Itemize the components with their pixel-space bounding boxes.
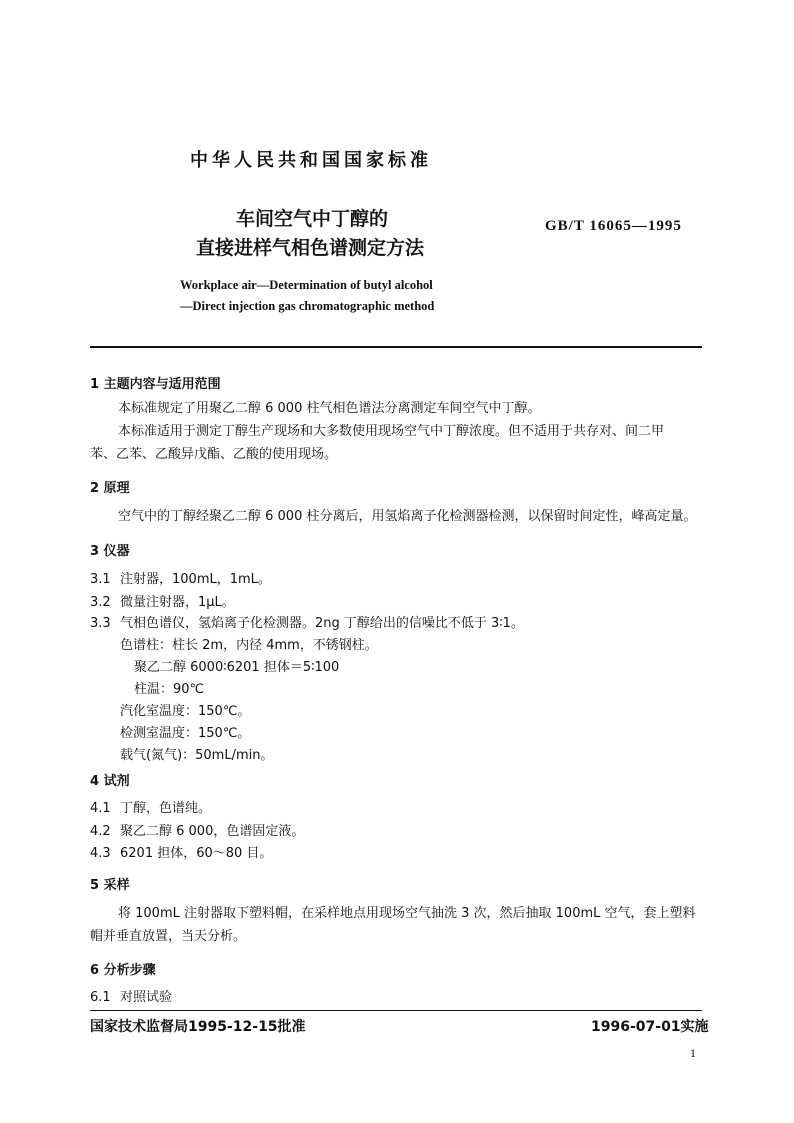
item-3-2 <box>90 591 235 614</box>
section-3-heading: 3 仪器 <box>90 544 130 559</box>
item-3-1-number: 3.1 <box>90 572 111 587</box>
section-1-para-2a: 本标准适用于测定丁醇生产现场和大多数使用现场空气中丁醇浓度。但不适用于共存对、间二甲 <box>118 424 665 439</box>
item-4-3-number: 4.3 <box>90 846 111 861</box>
section-2-heading: 2 原理 <box>90 481 130 496</box>
section-1-para-1: 本标准规定了用聚乙二醇 6 000 柱气相色谱法分离测定车间空气中丁醇。 <box>118 401 541 416</box>
item-3-3-text: 气相色谱仪，氢焰离子化检测器。2ng 丁醇给出的信噪比不低于 3∶1。 <box>120 616 524 631</box>
item-3-3 <box>90 612 524 635</box>
item-4-3 <box>90 842 272 865</box>
item-4-2-text: 聚乙二醇 6 000，色谱固定液。 <box>120 824 305 839</box>
carrier-gas: 载气(氮气)：50mL/min。 <box>120 748 274 763</box>
section-2-para-1: 空气中的丁醇经聚乙二醇 6 000 柱分离后，用氢焰离子化检测器检测，以保留时间定性，峰高定量。 <box>118 509 697 524</box>
item-4-1-number: 4.1 <box>90 801 111 816</box>
item-6-1-number: 6.1 <box>90 990 111 1005</box>
item-6-1 <box>90 986 172 1009</box>
column-temperature: 柱温：90℃ <box>134 682 205 697</box>
section-5-para-1a: 将 100mL 注射器取下塑料帽，在采样地点用现场空气抽洗 3 次，然后抽取 100mL 空气，套上塑料 <box>118 906 696 921</box>
item-4-2 <box>90 820 304 843</box>
item-4-2-number: 4.2 <box>90 824 111 839</box>
effective-date: 1996-07-01实施 <box>591 1019 709 1035</box>
item-4-3-text: 6201 担体，60～80 目。 <box>120 846 273 861</box>
item-4-1 <box>90 797 211 820</box>
standard-code: GB/T 16065—1995 <box>545 218 682 234</box>
english-title-line-1: Workplace air—Determination of butyl alcohol <box>180 278 433 292</box>
section-1-heading: 1 主题内容与适用范围 <box>90 377 221 392</box>
standard-header: 中华人民共和国国家标准 <box>190 150 432 171</box>
title-line-2: 直接进样气相色谱测定方法 <box>196 237 425 259</box>
item-4-1-text: 丁醇，色谱纯。 <box>120 801 212 816</box>
column-packing: 聚乙二醇 6000∶6201 担体＝5∶100 <box>134 660 340 675</box>
section-6-heading: 6 分析步骤 <box>90 963 156 978</box>
column-spec: 色谱柱：柱长 2m，内径 4mm，不锈钢柱。 <box>120 638 378 653</box>
detector-temperature: 检测室温度：150℃。 <box>120 726 251 741</box>
item-3-3-number: 3.3 <box>90 616 111 631</box>
item-3-1 <box>90 568 271 591</box>
section-1-para-2b: 苯、乙苯、乙酸异戊酯、乙酸的使用现场。 <box>90 447 338 462</box>
section-5-para-1b: 帽并垂直放置，当天分析。 <box>90 929 247 944</box>
english-title-line-2: —Direct injection gas chromatographic method <box>180 299 435 313</box>
item-3-2-text: 微量注射器，1μL。 <box>120 595 235 610</box>
item-3-2-number: 3.2 <box>90 595 111 610</box>
item-3-1-text: 注射器，100mL，1mL。 <box>120 572 271 587</box>
footer-rule <box>90 1010 702 1011</box>
header-rule <box>90 346 702 348</box>
vaporizer-temperature: 汽化室温度：150℃。 <box>120 704 251 719</box>
section-5-heading: 5 采样 <box>90 878 130 893</box>
title-line-1: 车间空气中丁醇的 <box>236 208 389 230</box>
item-6-1-text: 对照试验 <box>120 990 173 1005</box>
page-number: 1 <box>690 1046 696 1060</box>
approval-line: 国家技术监督局1995-12-15批准 <box>90 1019 306 1035</box>
section-4-heading: 4 试剂 <box>90 774 130 789</box>
